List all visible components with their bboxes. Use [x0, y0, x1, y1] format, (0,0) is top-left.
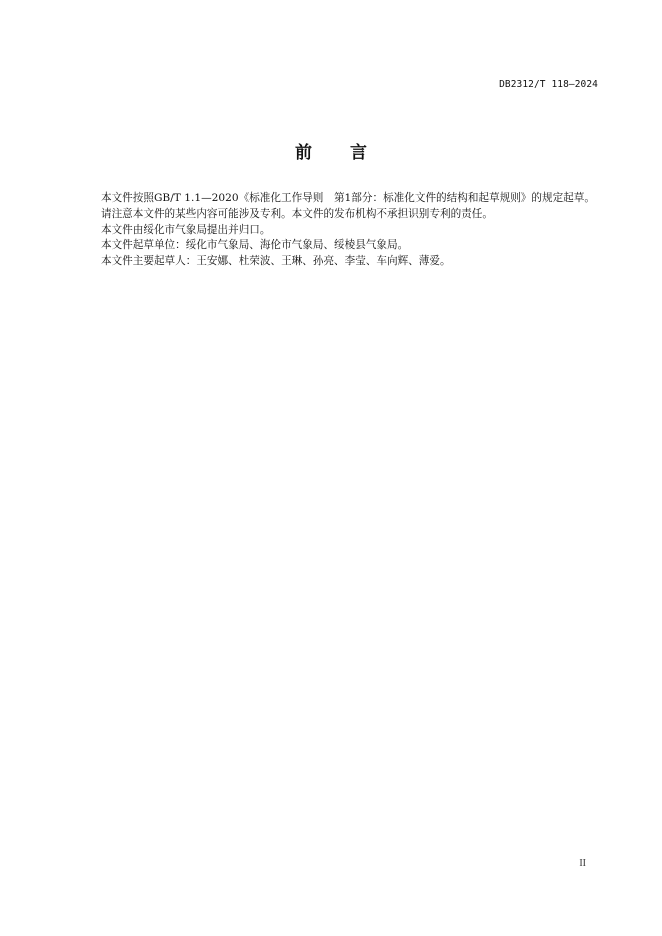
page-title — [0, 138, 662, 163]
paragraph-drafting-rules: 本文件按照GB/T 1.1—2020《标准化工作导则 第1部分：标准化文件的结构和起草规则》的规定起草。 — [101, 192, 595, 204]
paragraph-drafting-units: 本文件起草单位：绥化市气象局、海伦市气象局、绥棱县气象局。 — [101, 239, 409, 252]
paragraph-drafters: 本文件主要起草人：王安娜、杜荣波、王琳、孙亮、李莹、车向辉、薄爱。 — [101, 255, 451, 268]
document-code: DB2312/T 118—2024 — [499, 79, 598, 90]
title-char-1: 前 — [295, 143, 312, 163]
paragraph-proposer: 本文件由绥化市气象局提出并归口。 — [101, 223, 271, 236]
foreword-body — [80, 191, 602, 270]
title-char-2: 言 — [350, 143, 367, 163]
paragraph-patent-notice: 请注意本文件的某些内容可能涉及专利。本文件的发布机构不承担识别专利的责任。 — [101, 207, 493, 220]
page-number: II — [579, 858, 586, 869]
